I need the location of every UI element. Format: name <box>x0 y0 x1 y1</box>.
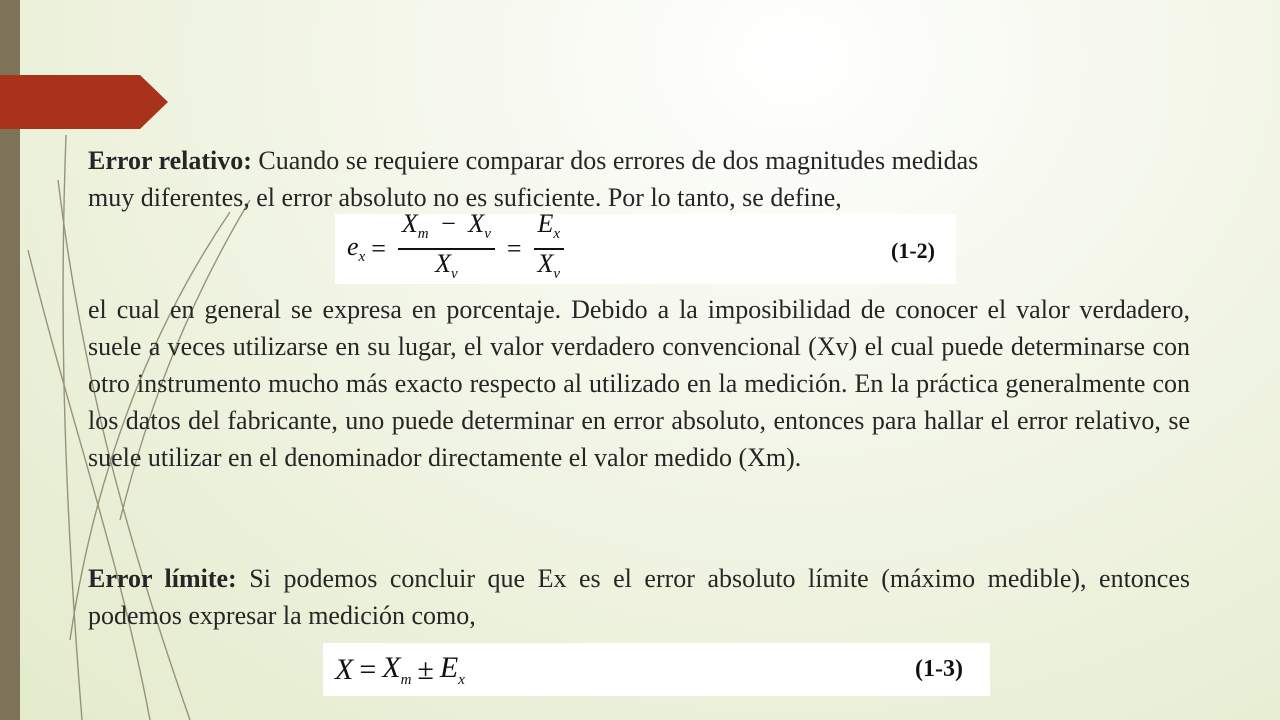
term-error-relativo: Error relativo: <box>88 146 252 175</box>
equation-1-2-formula: $e_x$ = $\frac{X_m - X_v}{X_v}$ = $\frac{E_x}{X_v}$ <box>347 214 570 284</box>
equation-1-3 <box>323 643 990 696</box>
paragraph-valor-verdadero: el cual en general se expresa en porcentaje. Debido a la imposibilidad de conocer el valor verdadero, suele a veces utilizarse en su lugar, el valor verdadero convencional (Xv) el cual puede determinarse con otro instrumento mucho más exacto respecto al utilizado en la medición. En la práctica generalmente con los datos del fabricante, uno puede determinar en error absoluto, entonces para hallar el error relativo, se suele utilizar en el denominador directamente el valor medido (Xm). <box>88 295 1190 472</box>
paragraph-error-relativo-line2: muy diferentes, el error absoluto no es suficiente. Por lo tanto, se define, <box>88 183 842 212</box>
paragraph-error-relativo <box>88 142 1190 216</box>
paragraph-error-limite <box>88 560 1190 634</box>
equation-1-2 <box>335 208 956 284</box>
equation-1-3-number: (1-3) <box>915 656 963 682</box>
equation-1-3-formula: X = $X_m$ ± $E_x$ <box>335 650 465 688</box>
accent-tab <box>0 75 168 129</box>
equation-1-2-number: (1-2) <box>891 238 935 263</box>
paragraph-error-limite-text: Si podemos concluir que Ex es el error absoluto límite (máximo medible), entonces podemos expresar la medición como, <box>88 564 1190 630</box>
paragraph-error-relativo-line1: Cuando se requiere comparar dos errores de dos magnitudes medidas <box>251 146 979 175</box>
term-error-limite: Error límite: <box>88 564 237 593</box>
